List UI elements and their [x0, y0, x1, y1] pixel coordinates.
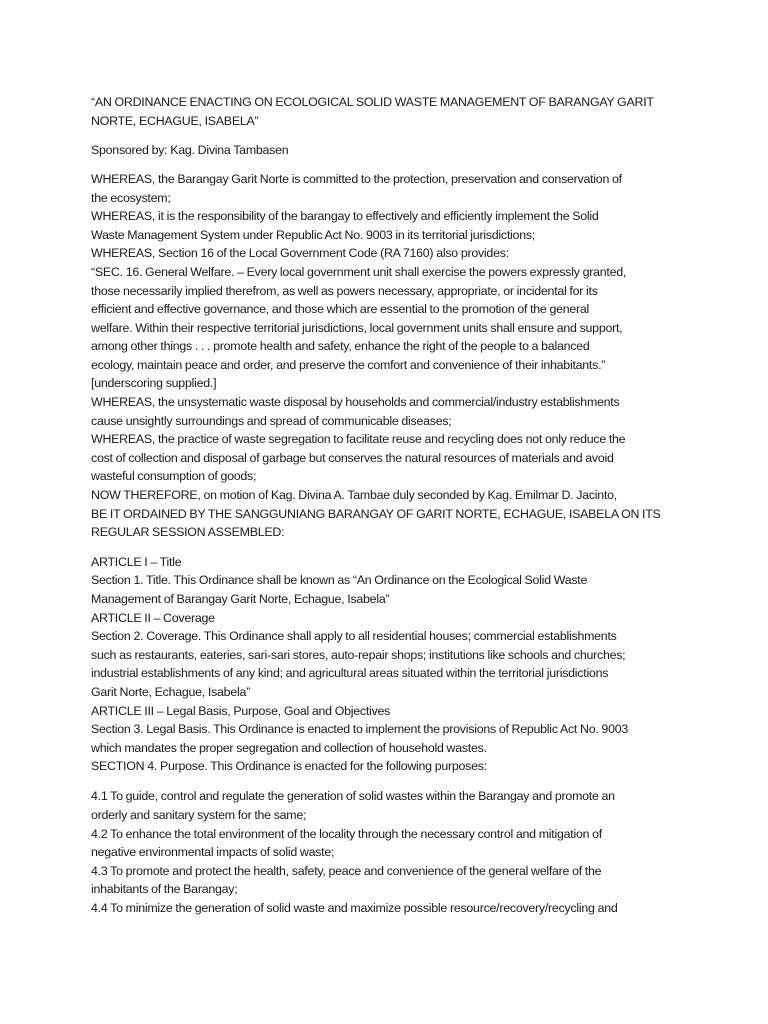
ordinance-title: NORTE, ECHAGUE, ISABELA”	[91, 114, 259, 128]
purpose-line: inhabitants of the Barangay;	[91, 882, 238, 896]
article-line: which mandates the proper segregation and collection of household wastes.	[91, 741, 487, 755]
preamble-line: WHEREAS, the Barangay Garit Norte is committed to the protection, preservation and conservation of	[91, 172, 622, 186]
preamble-line: WHEREAS, the practice of waste segregation to facilitate reuse and recycling does not only reduce the	[91, 432, 626, 446]
purpose-line: 4.1 To guide, control and regulate the generation of solid wastes within the Barangay and promote an	[91, 789, 615, 803]
preamble-line: WHEREAS, it is the responsibility of the barangay to effectively and efficiently implement the Solid	[91, 209, 599, 223]
article-line: Section 2. Coverage. This Ordinance shall apply to all residential houses; commercial establishments	[91, 629, 617, 643]
preamble-line: BE IT ORDAINED BY THE SANGGUNIANG BARANGAY OF GARIT NORTE, ECHAGUE, ISABELA ON ITS	[91, 507, 661, 521]
preamble-line: ecology, maintain peace and order, and preserve the comfort and convenience of their inhabitants.”	[91, 358, 606, 372]
preamble-line: welfare. Within their respective territorial jurisdictions, local government units shall ensure and support,	[91, 321, 623, 335]
ordinance-title: “AN ORDINANCE ENACTING ON ECOLOGICAL SOLID WASTE MANAGEMENT OF BARANGAY GARIT	[91, 95, 654, 109]
article-line: Section 1. Title. This Ordinance shall be known as “An Ordinance on the Ecological Solid Waste	[91, 573, 588, 587]
purpose-line: 4.3 To promote and protect the health, safety, peace and convenience of the general welfare of the	[91, 864, 602, 878]
purpose-line: negative environmental impacts of solid waste;	[91, 845, 335, 859]
article-line: industrial establishments of any kind; and agricultural areas situated within the territorial jurisdictions	[91, 666, 609, 680]
preamble-line: WHEREAS, Section 16 of the Local Government Code (RA 7160) also provides:	[91, 246, 509, 260]
article-line: Garit Norte, Echague, Isabela”	[91, 685, 250, 699]
article-line: Management of Barangay Garit Norte, Echague, Isabela”	[91, 592, 390, 606]
preamble-line: efficient and effective governance, and those which are essential to the promotion of the general	[91, 302, 590, 316]
preamble-line: wasteful consumption of goods;	[91, 469, 257, 483]
preamble-line: “SEC. 16. General Welfare. – Every local government unit shall exercise the powers expressly granted,	[91, 265, 627, 279]
preamble-line: Waste Management System under Republic Act No. 9003 in its territorial jurisdictions;	[91, 228, 535, 242]
preamble-line: WHEREAS, the unsystematic waste disposal by households and commercial/industry establishments	[91, 395, 620, 409]
article-line: ARTICLE II – Coverage	[91, 611, 215, 625]
preamble-line: cause unsightly surroundings and spread of communicable diseases;	[91, 414, 452, 428]
article-line: ARTICLE I – Title	[91, 555, 182, 569]
sponsor-line: Sponsored by: Kag. Divina Tambasen	[91, 143, 289, 157]
purpose-line: orderly and sanitary system for the same;	[91, 808, 307, 822]
purpose-line: 4.4 To minimize the generation of solid waste and maximize possible resource/recovery/recycling and	[91, 901, 618, 915]
purpose-line: 4.2 To enhance the total environment of the locality through the necessary control and mitigation of	[91, 827, 602, 841]
article-line: ARTICLE III – Legal Basis, Purpose, Goal and Objectives	[91, 704, 391, 718]
preamble-line: [underscoring supplied.]	[91, 376, 217, 390]
preamble-line: those necessarily implied therefrom, as well as powers necessary, appropriate, or incidental for its	[91, 284, 598, 298]
preamble-line: among other things . . . promote health and safety, enhance the right of the people to a balanced	[91, 339, 590, 353]
preamble-line: the ecosystem;	[91, 191, 171, 205]
article-line: SECTION 4. Purpose. This Ordinance is enacted for the following purposes:	[91, 759, 487, 773]
article-line: such as restaurants, eateries, sari-sari stores, auto-repair shops; institutions like schools and churches;	[91, 648, 626, 662]
preamble-line: REGULAR SESSION ASSEMBLED:	[91, 525, 285, 539]
article-line: Section 3. Legal Basis. This Ordinance is enacted to implement the provisions of Republic Act No. 9003	[91, 722, 629, 736]
preamble-line: NOW THEREFORE, on motion of Kag. Divina A. Tambae duly seconded by Kag. Emilmar D. Jacinto,	[91, 488, 617, 502]
preamble-line: cost of collection and disposal of garbage but conserves the natural resources of materials and avoid	[91, 451, 614, 465]
